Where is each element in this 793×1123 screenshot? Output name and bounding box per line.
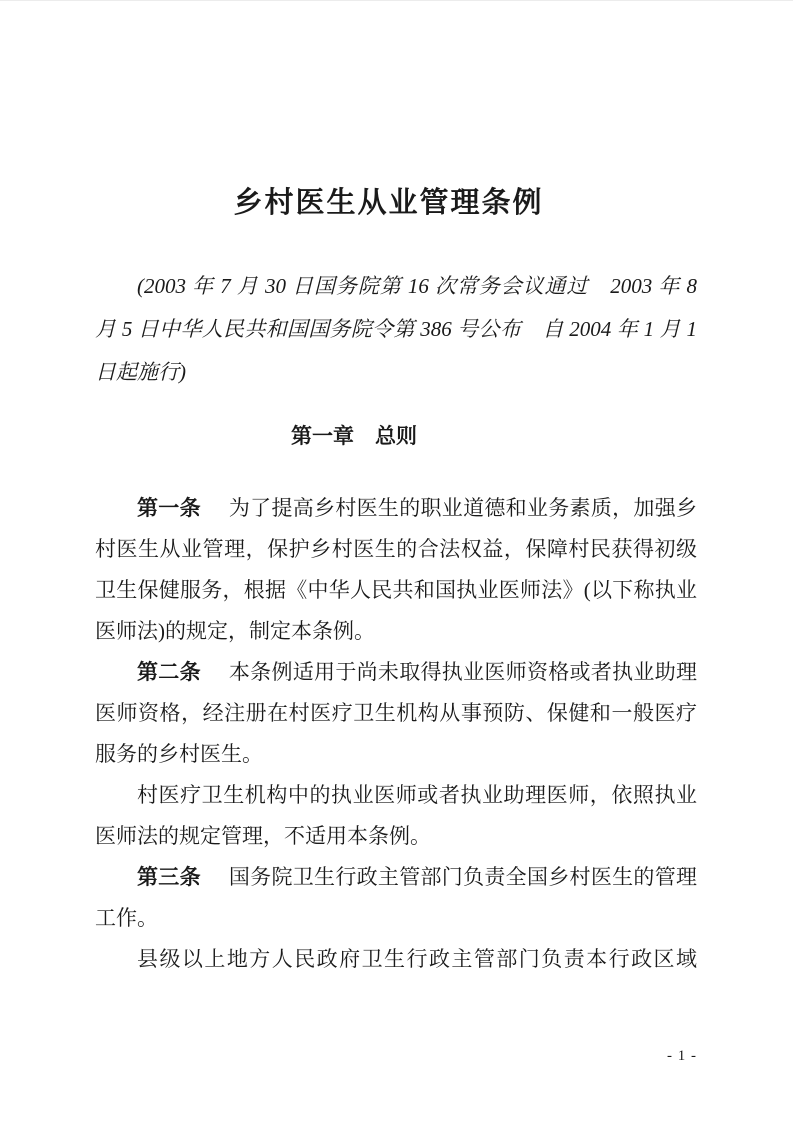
article-text: 县级以上地方人民政府卫生行政主管部门负责本行政区域 [137,947,697,971]
article-text: 为了提高乡村医生的职业道德和业务素质，加强乡村医生从业管理，保护乡村医生的合法权益，保障村民获得初级卫生保健服务，根据《中华人民共和国执业医师法》(以下称执业医师法)的规定，制定本条例。 [95,496,697,643]
article-paragraph [95,488,697,652]
article-paragraph [95,775,697,857]
article-number-label: 第二条 [137,661,201,684]
article-text: 本条例适用于尚未取得执业医师资格或者执业助理医师资格，经注册在村医疗卫生机构从事预防、保健和一般医疗服务的乡村医生。 [95,660,697,766]
document-title: 乡村医生从业管理条例 [233,187,544,219]
article-text: 国务院卫生行政主管部门负责全国乡村医生的管理工作。 [95,865,697,930]
article-paragraph [95,857,697,939]
document-body [95,488,697,980]
chapter-heading: 第一章 总则 [291,425,417,448]
promulgation-note: (2003 年 7 月 30 日国务院第 16 次常务会议通过 2003 年 8 月 5 日中华人民共和国国务院令第 386 号公布 自 2004 年 1 月 1 日起施行) [95,274,697,384]
article-text: 村医疗卫生机构中的执业医师或者执业助理医师，依照执业医师法的规定管理，不适用本条例。 [95,783,697,848]
article-number-label: 第三条 [137,866,201,889]
page-number: - 1 - [667,1048,697,1064]
article-paragraph [95,652,697,775]
article-number-label: 第一条 [137,497,201,520]
article-paragraph [95,939,697,980]
